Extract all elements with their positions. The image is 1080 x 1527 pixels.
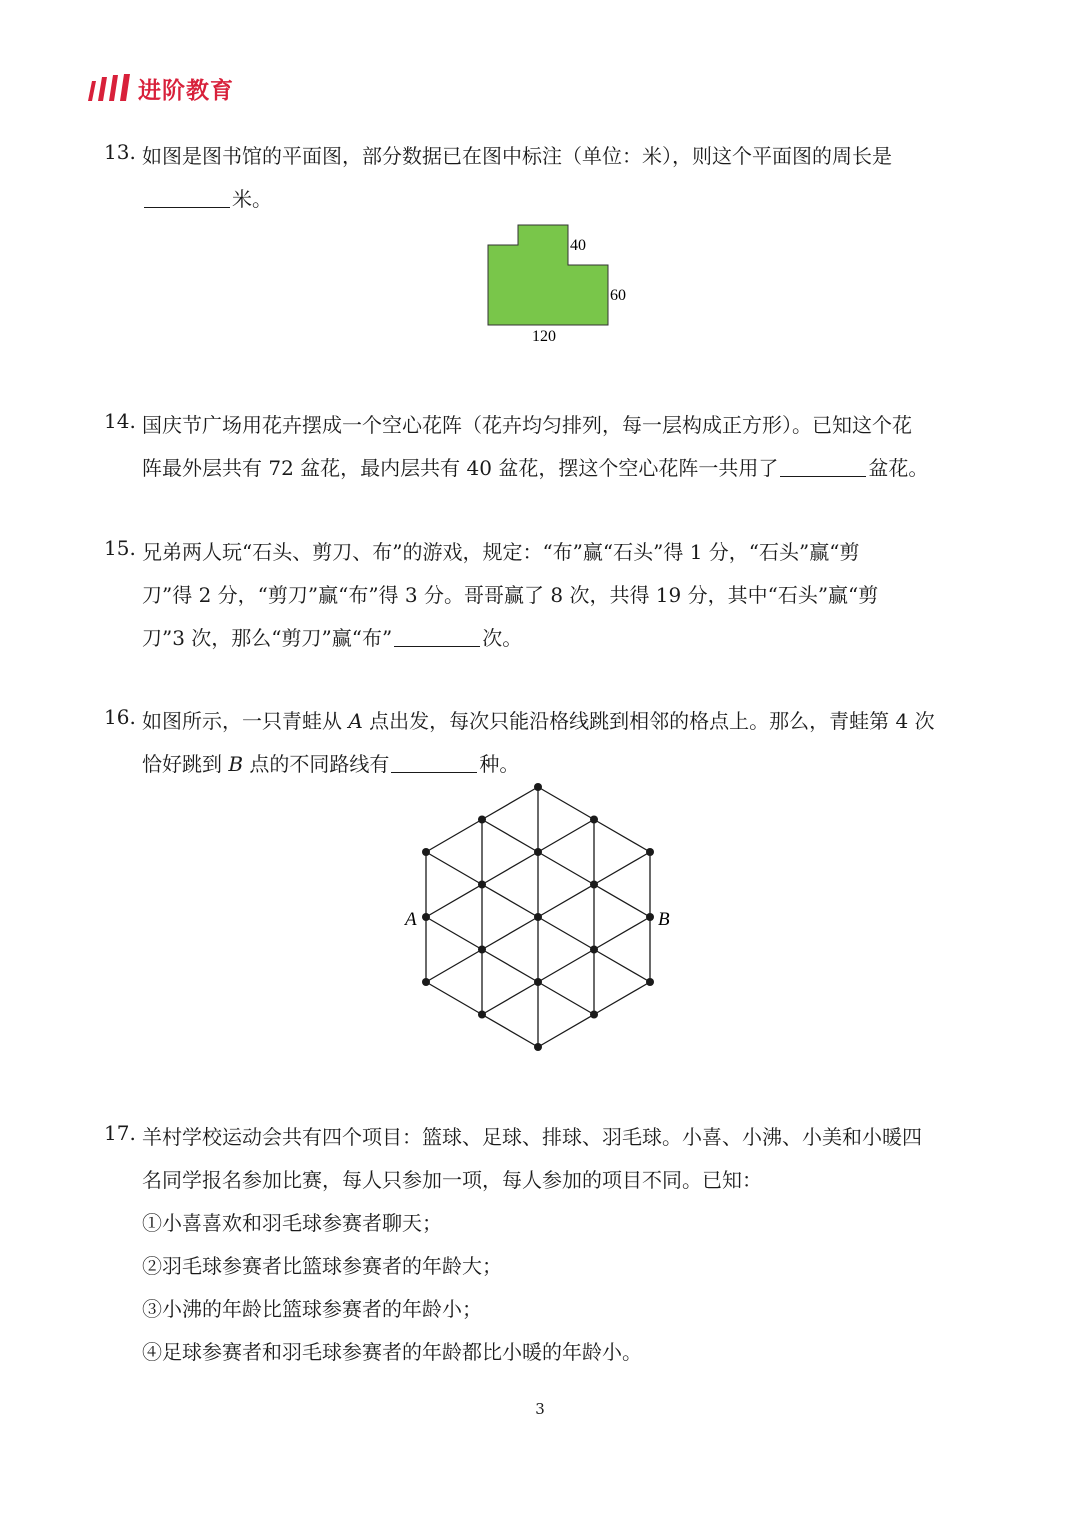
lattice-node	[478, 946, 486, 954]
page-number: 3	[535, 1400, 545, 1418]
label-120: 120	[532, 328, 556, 345]
question-text: 恰好跳到	[142, 752, 222, 776]
lattice-node	[646, 848, 654, 856]
lattice-edge	[538, 917, 594, 950]
lattice-edge	[594, 885, 650, 918]
lattice-node	[478, 881, 486, 889]
lattice-node	[422, 848, 430, 856]
lattice-edge	[538, 787, 594, 820]
answer-blank[interactable]	[391, 771, 477, 773]
lattice-node	[534, 848, 542, 856]
condition-1: ①小喜喜欢和羽毛球参赛者聊天；	[142, 1211, 442, 1235]
lattice-edge	[538, 820, 594, 853]
lattice-node	[646, 978, 654, 986]
question-text: 兄弟两人玩“石头、剪刀、布”的游戏，规定：“布”赢“石头”得 1 分，“石头”赢“剪	[142, 540, 860, 564]
lattice-node	[590, 946, 598, 954]
question-number: 14.	[104, 409, 136, 433]
question-text: 点出发，每次只能沿格线跳到相邻的格点上。那么，青蛙第 4 次	[369, 709, 935, 733]
question-text: 次。	[482, 626, 523, 650]
answer-blank[interactable]	[780, 475, 866, 477]
answer-blank[interactable]	[394, 645, 480, 647]
question-number: 17.	[104, 1121, 136, 1145]
question-text: 阵最外层共有 72 盆花，最内层共有 40 盆花，摆这个空心花阵一共用了	[142, 456, 779, 480]
question-text: 国庆节广场用花卉摆成一个空心花阵（花卉均匀排列，每一层构成正方形）。已知这个花	[142, 413, 912, 437]
lattice-node	[534, 783, 542, 791]
question-text: 名同学报名参加比赛，每人只参加一项，每人参加的项目不同。已知：	[142, 1168, 762, 1192]
question-number: 15.	[104, 536, 136, 560]
lattice-edge	[538, 852, 594, 885]
lattice-node	[478, 816, 486, 824]
lattice-edge	[426, 885, 482, 918]
lattice-node	[422, 913, 430, 921]
point-a-label: A	[405, 909, 417, 930]
lattice-edge	[426, 917, 482, 950]
label-40: 40	[570, 237, 586, 254]
question-number: 16.	[104, 705, 136, 729]
label-60: 60	[610, 287, 626, 304]
point-b-label: B	[228, 752, 244, 776]
book-stripes-icon	[86, 73, 132, 103]
hexagon-lattice-figure	[390, 775, 690, 1060]
lattice-node	[590, 881, 598, 889]
lattice-edge	[538, 950, 594, 983]
condition-2: ②羽毛球参赛者比篮球参赛者的年龄大；	[142, 1254, 502, 1278]
lattice-node	[590, 816, 598, 824]
floor-plan-shape	[488, 225, 608, 325]
question-text: 如图是图书馆的平面图，部分数据已在图中标注（单位：米），则这个平面图的周长是	[142, 144, 892, 168]
lattice-edge	[482, 982, 538, 1015]
lattice-edge	[538, 885, 594, 918]
brand-name: 进阶教育	[138, 77, 234, 104]
question-text: 刀”3 次，那么“剪刀”赢“布”	[142, 626, 393, 650]
answer-blank[interactable]	[144, 206, 230, 208]
lattice-edge	[538, 982, 594, 1015]
lattice-node	[646, 913, 654, 921]
condition-3: ③小沸的年龄比篮球参赛者的年龄小；	[142, 1297, 482, 1321]
lattice-node	[534, 978, 542, 986]
point-a-label: A	[348, 709, 363, 733]
lattice-edge	[482, 852, 538, 885]
lattice-edge	[594, 917, 650, 950]
condition-4: ④足球参赛者和羽毛球参赛者的年龄都比小暖的年龄小。	[142, 1340, 642, 1364]
question-text: 盆花。	[868, 456, 929, 480]
lattice-edge	[482, 820, 538, 853]
question-text: 刀”得 2 分，“剪刀”赢“布”得 3 分。哥哥赢了 8 次，共得 19 分，其中“石头”赢“剪	[142, 583, 879, 607]
lattice-edge	[482, 950, 538, 983]
question-text: 点的不同路线有	[249, 752, 390, 776]
point-b-label: B	[658, 909, 670, 930]
lattice-node	[478, 1011, 486, 1019]
lattice-edge	[482, 1015, 538, 1048]
lattice-edge	[594, 852, 650, 885]
question-text: 种。	[479, 752, 520, 776]
lattice-edge	[426, 982, 482, 1015]
lattice-edge	[426, 820, 482, 853]
lattice-edge	[594, 950, 650, 983]
question-text: 如图所示，一只青蛙从	[142, 709, 342, 733]
question-number: 13.	[104, 140, 136, 164]
question-text: 羊村学校运动会共有四个项目：篮球、足球、排球、羽毛球。小喜、小沸、小美和小暖四	[142, 1125, 922, 1149]
lattice-edge	[594, 820, 650, 853]
lattice-node	[590, 1011, 598, 1019]
lattice-edge	[538, 1015, 594, 1048]
brand-logo	[86, 72, 234, 104]
lattice-edge	[594, 982, 650, 1015]
lattice-edge	[482, 787, 538, 820]
lattice-edge	[426, 852, 482, 885]
lattice-edge	[482, 917, 538, 950]
lattice-node	[422, 978, 430, 986]
library-floor-plan	[470, 215, 650, 350]
lattice-node	[534, 913, 542, 921]
lattice-edge	[482, 885, 538, 918]
question-text: 米。	[232, 187, 272, 211]
lattice-edge	[426, 950, 482, 983]
lattice-node	[534, 1043, 542, 1051]
